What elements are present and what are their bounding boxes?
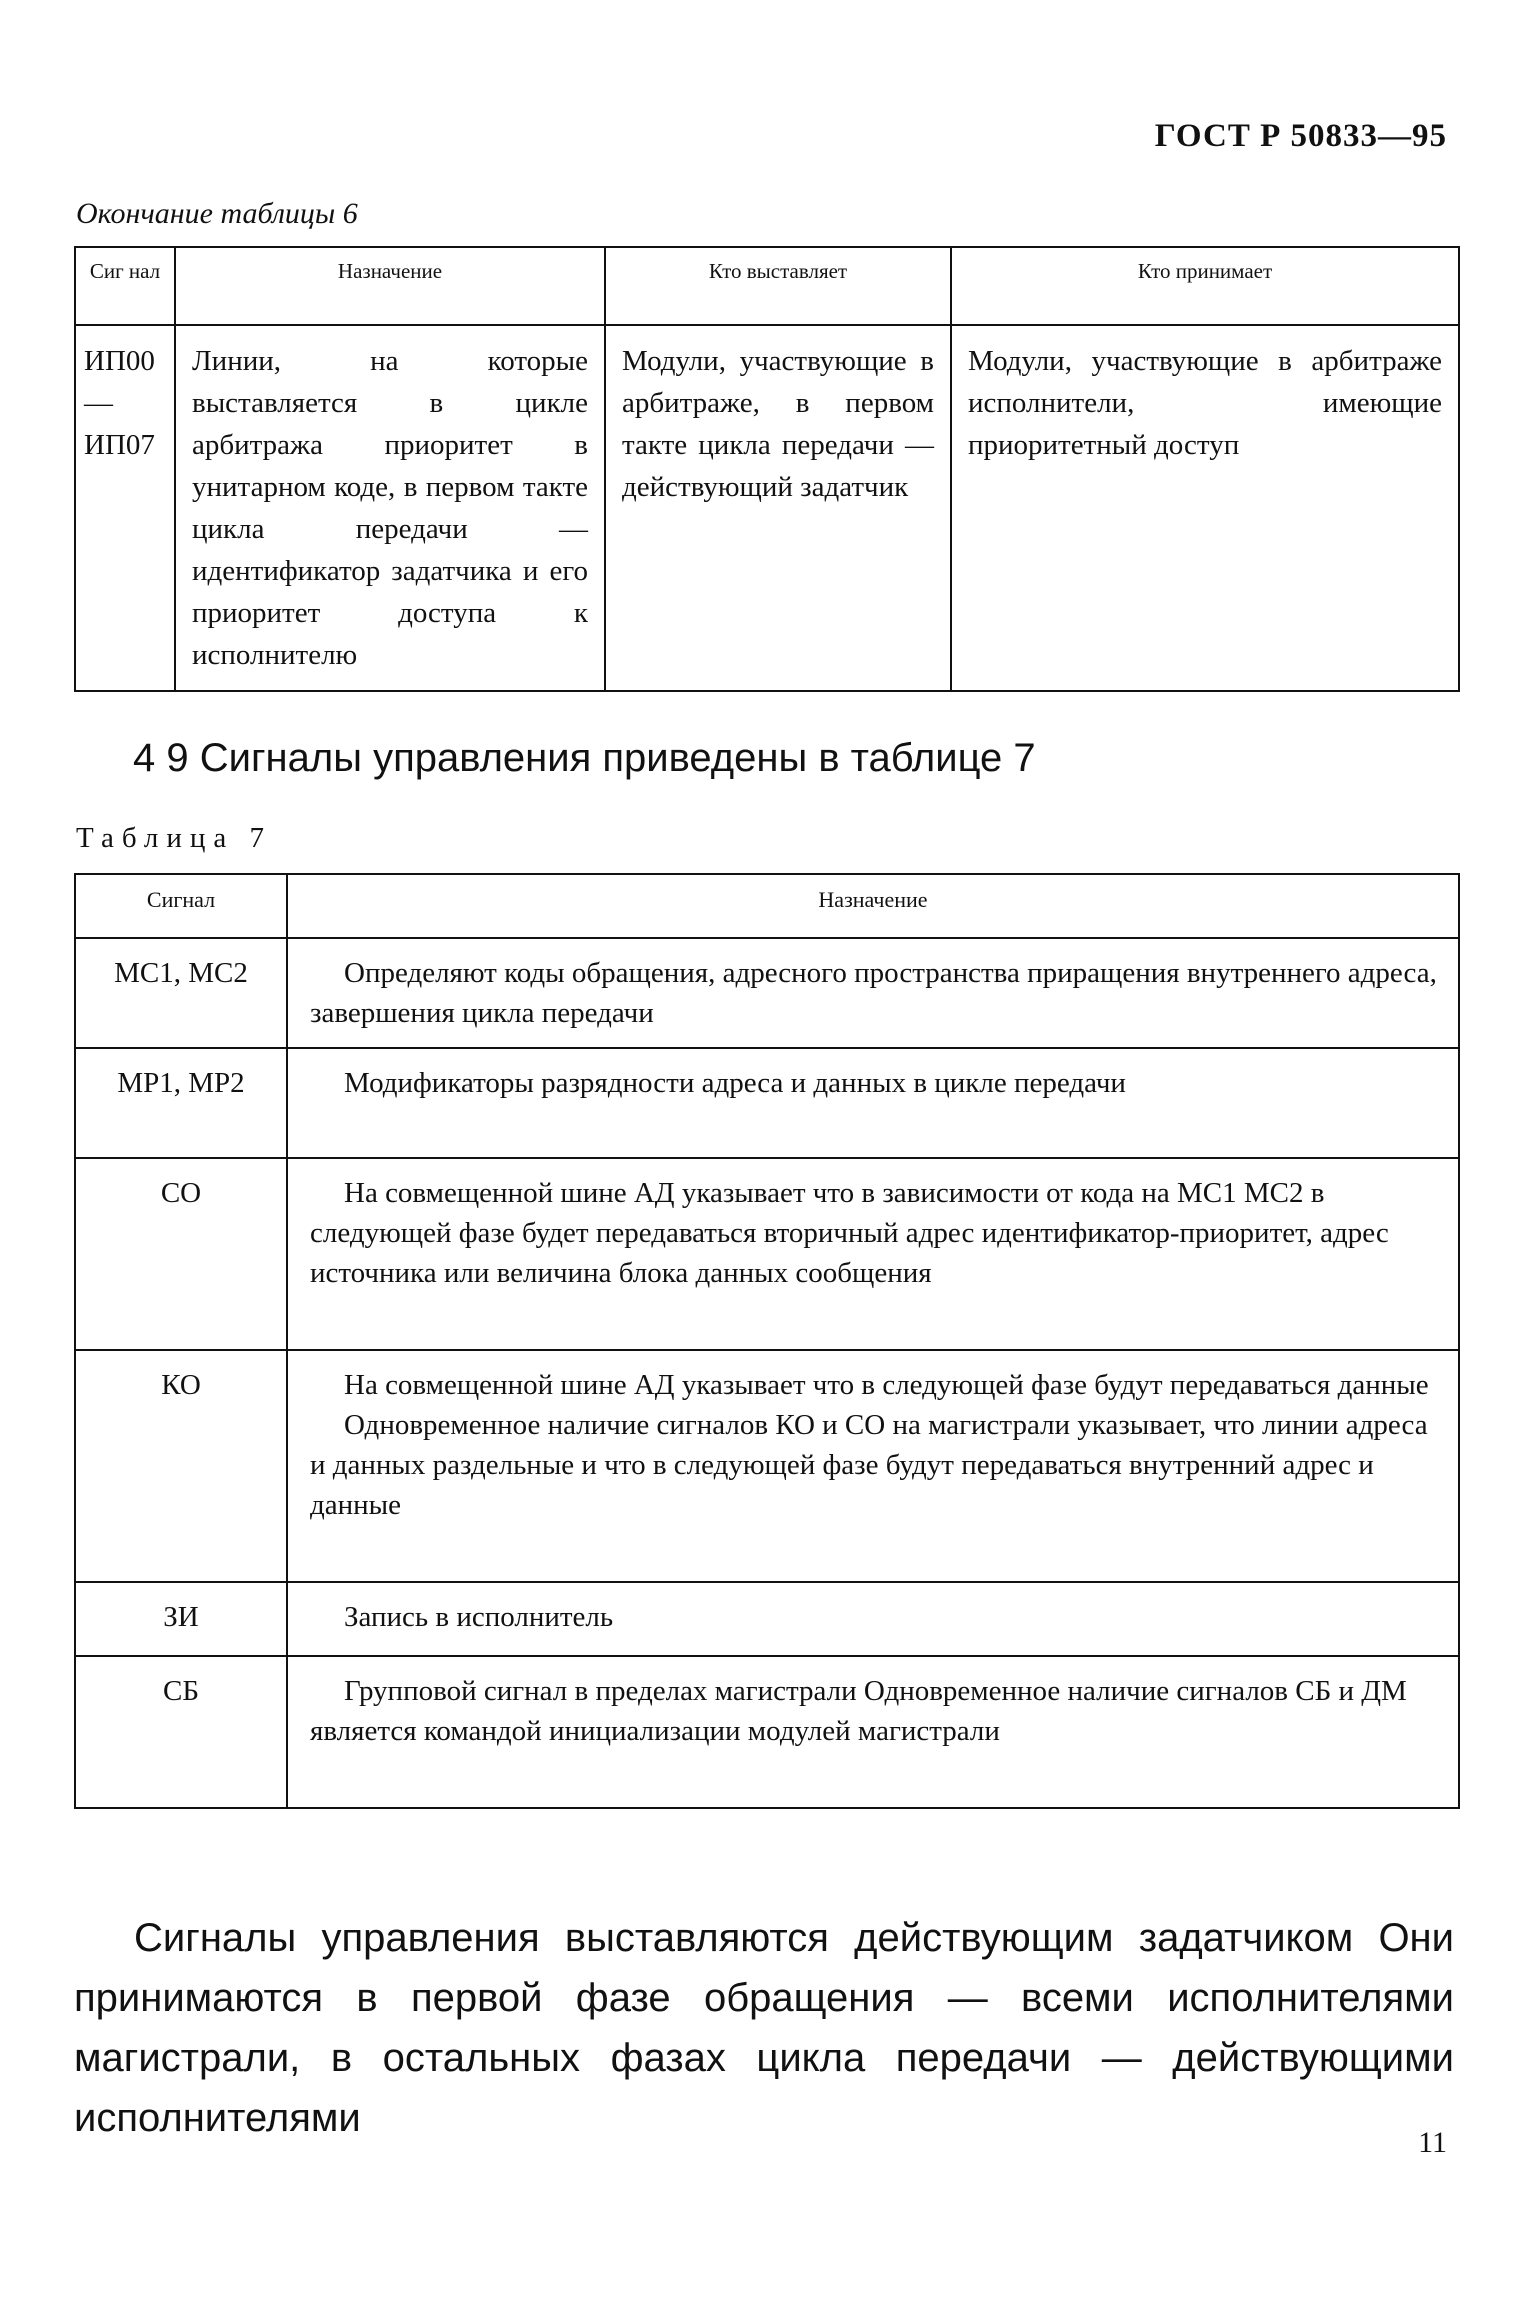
signal-cell: СБ bbox=[75, 1656, 287, 1808]
signal-cell: МС1, МС2 bbox=[75, 938, 287, 1048]
purpose-text: Модификаторы разрядности адреса и данных в цикле передачи bbox=[344, 1067, 1126, 1099]
table-header-cell: Назначение bbox=[175, 247, 605, 325]
who-receives-cell: Модули, участвующие в арбитраже исполнители, имеющие приоритетный доступ bbox=[951, 325, 1459, 691]
purpose-text: На совмещенной шине АД указывает что в зависимости от кода на МС1 МС2 в следующей фазе будет передаваться вторичный адрес идентификатор-приоритет, адрес источника или величина блока данных сообщения bbox=[310, 1177, 1389, 1289]
purpose-cell bbox=[287, 1350, 1459, 1582]
signal-cell: ИП00— ИП07 bbox=[75, 325, 175, 691]
table-6-header-row bbox=[75, 247, 1459, 325]
purpose-text: Одновременное наличие сигналов КО и СО на магистрали указывает, что линии адреса и данных раздельные и что в следующей фазе будут передаваться внутренний адрес и данные bbox=[310, 1409, 1428, 1521]
who-sets-cell: Модули, участвующие в арбитраже, в первом такте цикла передачи — действующий задатчик bbox=[605, 325, 951, 691]
table-7-header-row bbox=[75, 874, 1459, 938]
purpose-text: Запись в исполнитель bbox=[344, 1601, 614, 1633]
purpose-cell bbox=[287, 1048, 1459, 1158]
document-code: ГОСТ Р 50833—95 bbox=[1154, 118, 1447, 154]
signal-cell: СО bbox=[75, 1158, 287, 1350]
purpose-cell bbox=[287, 1158, 1459, 1350]
purpose-cell: Линии, на которые выставляется в цикле арбитража приоритет в унитарном коде, в первом такте цикла передачи — идентификатор задатчика и его приоритет доступа к исполнителю bbox=[175, 325, 605, 691]
table-6 bbox=[74, 246, 1460, 692]
purpose-cell bbox=[287, 938, 1459, 1048]
table-7-caption: Таблица 7 bbox=[76, 822, 273, 854]
closing-paragraph: Сигналы управления выставляются действующим задатчиком Они принимаются в первой фазе обращения — всеми исполнителями магистрали, в остальных фазах цикла передачи — действующими исполнителями bbox=[74, 1916, 1454, 2140]
table-header-cell: Сигнал bbox=[75, 874, 287, 938]
page-number: 11 bbox=[1418, 2126, 1447, 2159]
purpose-cell bbox=[287, 1582, 1459, 1656]
table-row bbox=[75, 1582, 1459, 1656]
signal-cell: КО bbox=[75, 1350, 287, 1582]
purpose-text: На совмещенной шине АД указывает что в следующей фазе будут передаваться данные bbox=[344, 1369, 1429, 1401]
purpose-text: Групповой сигнал в пределах магистрали Одновременное наличие сигналов СБ и ДМ является командой инициализации модулей магистрали bbox=[310, 1675, 1407, 1747]
purpose-text: Определяют коды обращения, адресного пространства приращения внутреннего адреса, завершения цикла передачи bbox=[310, 957, 1437, 1029]
table-row bbox=[75, 325, 1459, 691]
purpose-cell bbox=[287, 1656, 1459, 1808]
table-header-cell: Назначение bbox=[287, 874, 1459, 938]
table-row bbox=[75, 1656, 1459, 1808]
table-header-cell: Кто выставляет bbox=[605, 247, 951, 325]
table-row bbox=[75, 938, 1459, 1048]
table-header-cell: Сиг нал bbox=[75, 247, 175, 325]
table-row bbox=[75, 1350, 1459, 1582]
signal-cell: МР1, МР2 bbox=[75, 1048, 287, 1158]
table-header-cell: Кто принимает bbox=[951, 247, 1459, 325]
section-heading: 4 9 Сигналы управления приведены в таблице 7 bbox=[133, 736, 1036, 780]
table-row bbox=[75, 1048, 1459, 1158]
signal-cell: ЗИ bbox=[75, 1582, 287, 1656]
table-6-caption: Окончание таблицы 6 bbox=[76, 197, 358, 230]
table-7 bbox=[74, 873, 1460, 1809]
table-row bbox=[75, 1158, 1459, 1350]
